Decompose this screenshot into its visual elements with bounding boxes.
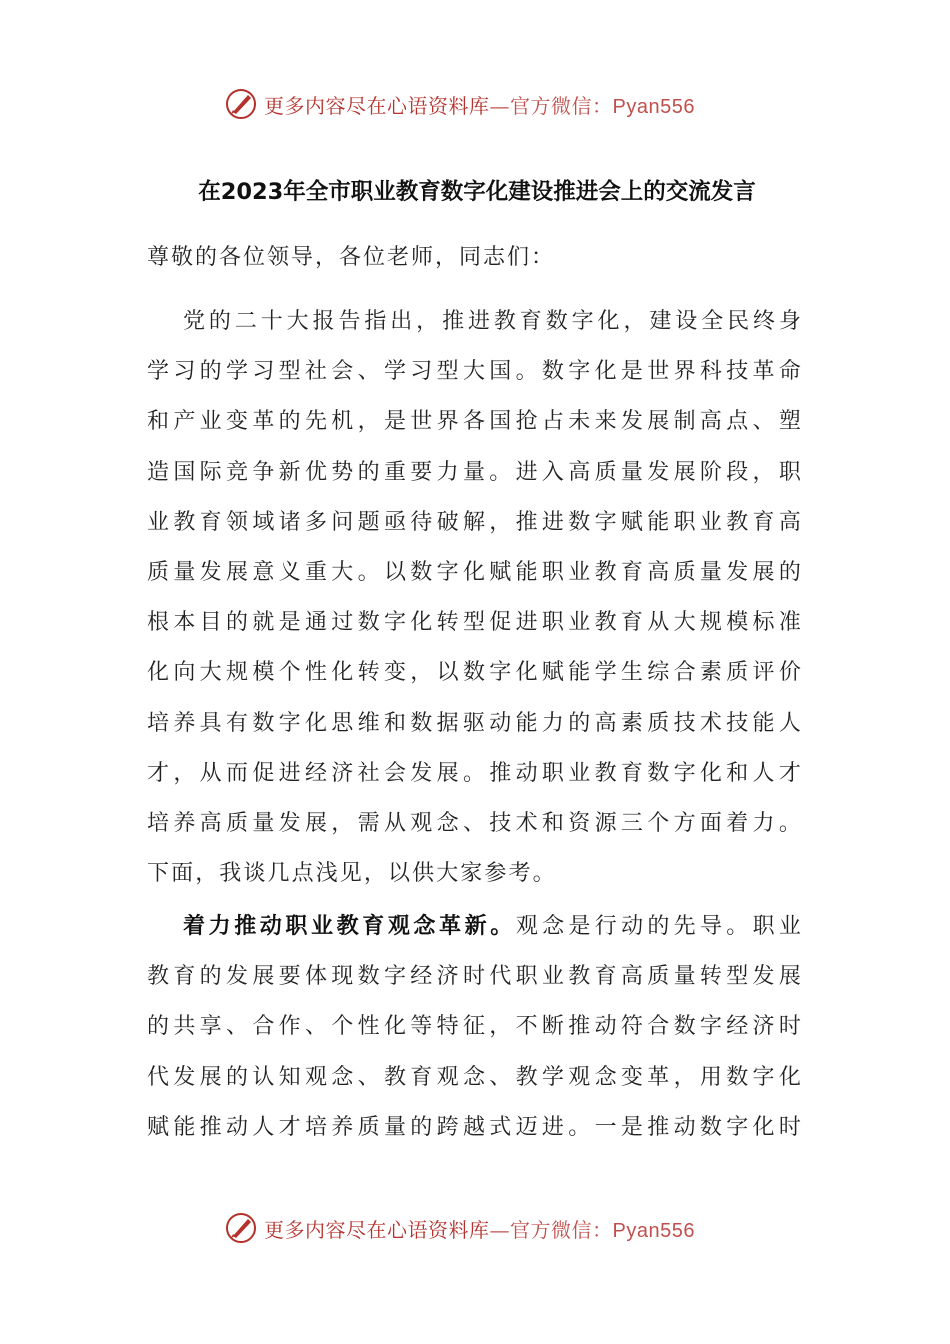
paragraph-line: 代发展的认知观念、教育观念、教学观念变革，用数字化: [147, 1064, 803, 1090]
paragraph-line: 的共享、合作、个性化等特征，不断推动符合数字经济时: [147, 1014, 803, 1040]
watermark-main-text: 更多内容尽在心语资料库: [264, 93, 490, 118]
quill-pen-logo-icon: [224, 1211, 258, 1245]
paragraph-line: 化向大规模个性化转变，以数字化赋能学生综合素质评价: [147, 660, 803, 686]
paragraph-line: 下面，我谈几点浅见，以供大家参考。: [147, 861, 557, 887]
section-heading: 着力推动职业教育观念革新。: [183, 914, 516, 939]
paragraph-line: 质量发展意义重大。以数字化赋能职业教育高质量发展的: [147, 559, 803, 585]
paragraph-line: 培养具有数字化思维和数据驱动能力的高素质技术技能人: [147, 710, 803, 736]
watermark-banner-top: [224, 84, 744, 124]
watermark-text: [264, 1214, 695, 1243]
watermark-separator: —: [489, 93, 510, 118]
paragraph-1: [147, 297, 803, 899]
paragraph-line: 教育的发展要体现数字经济时代职业教育高质量转型发展: [147, 964, 803, 990]
paragraph-2: [147, 902, 803, 1153]
watermark-wechat-id: Pyan556: [612, 1219, 695, 1242]
watermark-wechat-label: 官方微信：: [510, 93, 613, 118]
paragraph-line: 和产业变革的先机，是世界各国抢占未来发展制高点、塑: [147, 409, 803, 435]
paragraph-line: 才，从而促进经济社会发展。推动职业教育数字化和人才: [147, 760, 803, 786]
paragraph-line: 造国际竞争新优势的重要力量。进入高质量发展阶段，职: [147, 459, 803, 485]
quill-pen-logo-icon: [224, 87, 258, 121]
watermark-separator: —: [489, 1217, 510, 1242]
paragraph-line: 赋能推动人才培养质量的跨越式迈进。一是推动数字化时: [147, 1114, 803, 1140]
document-title: 在2023年全市职业教育数字化建设推进会上的交流发言: [198, 179, 756, 205]
watermark-main-text: 更多内容尽在心语资料库: [264, 1217, 490, 1242]
watermark-wechat-id: Pyan556: [612, 95, 695, 118]
watermark-banner-bottom: [224, 1208, 744, 1248]
watermark-text: [264, 90, 695, 119]
paragraph-line: 学习的学习型社会、学习型大国。数字化是世界科技革命: [147, 359, 803, 385]
paragraph-line: 培养高质量发展，需从观念、技术和资源三个方面着力。: [147, 810, 803, 836]
paragraph-text: 观念是行动的先导。职业: [515, 914, 803, 939]
watermark-wechat-label: 官方微信：: [510, 1217, 613, 1242]
paragraph-first-line: [147, 902, 803, 952]
paragraph-line: 党的二十大报告指出，推进教育数字化，建设全民终身: [183, 309, 803, 334]
salutation: 尊敬的各位领导，各位老师，同志们：: [147, 245, 556, 270]
paragraph-line: 根本目的就是通过数字化转型促进职业教育从大规模标准: [147, 610, 803, 636]
paragraph-line: 业教育领域诸多问题亟待破解，推进数字赋能职业教育高: [147, 509, 803, 535]
